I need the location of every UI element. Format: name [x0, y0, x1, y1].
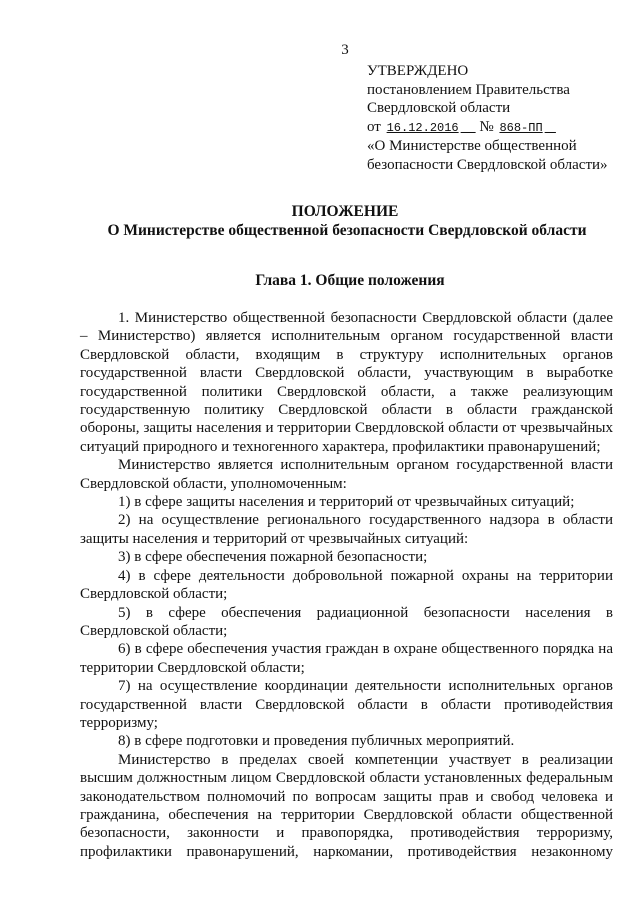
- document-body: [80, 309, 613, 861]
- approval-title-line-1: «О Министерстве общественной: [367, 138, 577, 154]
- paragraph: 5) в сфере обеспечения радиационной безопасности населения в Свердловской области;: [80, 604, 613, 639]
- document-title: ПОЛОЖЕНИЕ: [291, 203, 399, 220]
- date-prefix: от: [367, 118, 381, 135]
- paragraph: 4) в сфере деятельности добровольной пожарной охраны на территории Свердловской области;: [80, 567, 613, 603]
- paragraph: Министерство является исполнительным органом государственной власти Свердловской области, уполномоченным:: [80, 457, 613, 492]
- paragraph: Министерство в пределах своей компетенции участвует в реализации высшим должностным лицом Свердловской области установленных федеральным законодательством полномочий по вопросам защиты прав и свобод человека и гражданина, обеспечения на территории Свердловской области общественной безопасности, законности и правопорядка, противодействия терроризму, профилактики правонарушений, наркомании, противодействия незаконному: [80, 751, 613, 860]
- paragraph: 2) на осуществление регионального государственного надзора в области защиты населения и территорий от чрезвычайных ситуаций:: [80, 512, 613, 547]
- date-value: 16.12.2016: [386, 120, 459, 135]
- paragraph: 7) на осуществление координации деятельности исполнительных органов государственной власти Свердловской области в области противодействия терроризму;: [80, 678, 613, 731]
- paragraph: 8) в сфере подготовки и проведения публичных мероприятий.: [118, 733, 515, 750]
- page-number: 3: [341, 42, 349, 58]
- paragraph: 1) в сфере защиты населения и территорий от чрезвычайных ситуаций;: [118, 494, 575, 511]
- approval-date-line: [367, 118, 632, 138]
- date-field: [385, 119, 476, 135]
- approval-heading: УТВЕРЖДЕНО: [367, 63, 469, 79]
- approval-block: [367, 62, 632, 174]
- document-subtitle: О Министерстве общественной безопасности Свердловской области: [107, 222, 587, 239]
- paragraph: 3) в сфере обеспечения пожарной безопасности;: [118, 549, 428, 566]
- approval-line-1: постановлением Правительства: [367, 81, 570, 98]
- number-prefix: №: [479, 118, 494, 135]
- approval-line-2: Свердловской области: [367, 100, 511, 116]
- paragraph: 6) в сфере обеспечения участия граждан в охране общественного порядка на территории Свердловской области;: [80, 641, 613, 676]
- number-field: [497, 119, 555, 135]
- chapter-title: Глава 1. Общие положения: [255, 272, 445, 289]
- paragraph: 1. Министерство общественной безопасности Свердловской области (далее – Министерство) является исполнительным органом государственной власти Свердловской области, входящим в структуру исполнительных органов государственной власти Свердловской области, участвующим в выработке государственной политики Свердловской области, а также реализующим государственную политику Свердловской области в области гражданской обороны, защиты населения и территории Свердловской области от чрезвычайных ситуаций природного и техногенного характера, профилактики правонарушений;: [80, 310, 613, 455]
- number-value: 868-ПП: [499, 120, 543, 135]
- approval-title-line-2: безопасности Свердловской области»: [367, 156, 608, 173]
